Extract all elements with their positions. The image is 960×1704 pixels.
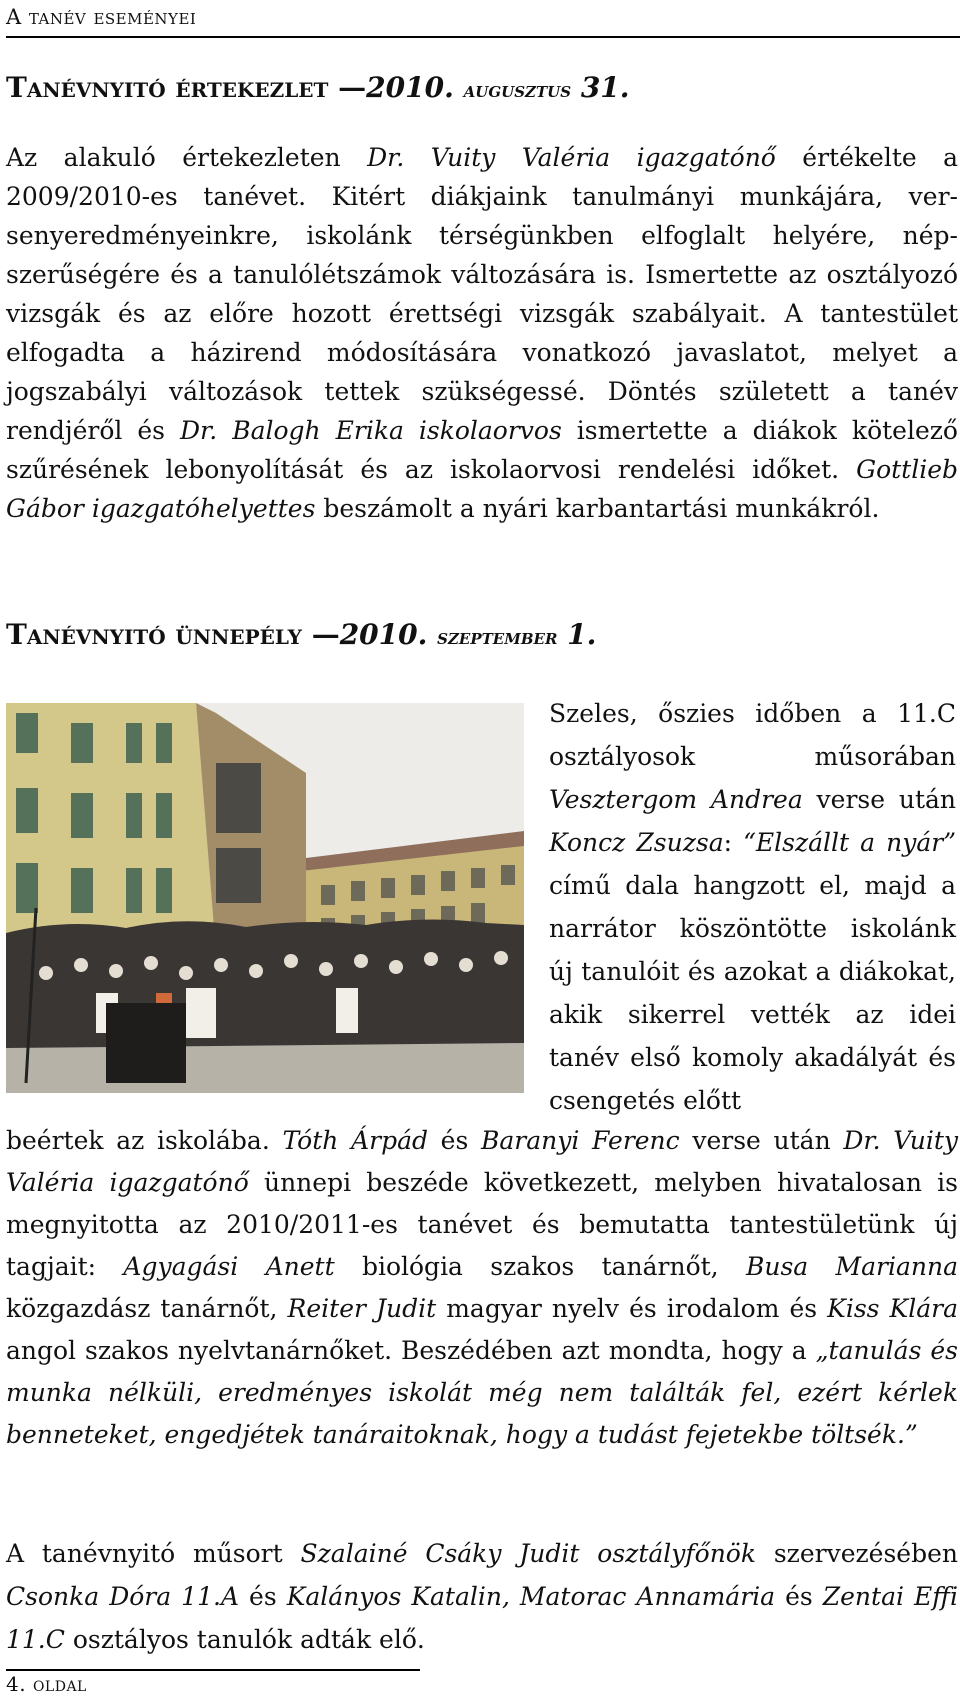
heading-opening-ceremony <box>6 615 596 657</box>
person-name: Csonka Dóra 11.A <box>6 1582 239 1611</box>
heading-date: 2010. szeptember 1. <box>339 618 597 651</box>
person-name: Kalányos Katalin, Matorac Annamária <box>286 1582 776 1611</box>
person-name: Koncz Zsuzsa <box>549 828 724 857</box>
paragraph-ceremony: beértek az iskolába. Tóth Árpád és Baranyi Ferenc verse után Dr. Vuity Valéria igazgatónő ünnepi beszéde következett, melyben hivatalosan is megnyitotta az 2010/2011-es tanévet és bemutatta tantestületünk új tagjait: Agyagási Anett biológia szakos tanárnőt, Busa Marianna közgazdász tanárnőt, Reiter Judit magyar nyelv és irodalom és Kiss Klára angol szakos nyelvtanárnőket. Beszédében azt mondta, hogy a „tanulás és munka nélküli, eredményes iskolát még nem találták fel, ezért kérlek benneteket, engedjétek tanáraitoknak, hogy a tudást fejetekbe töltsék.” <box>6 1126 959 1449</box>
heading-opening-conference <box>6 68 630 110</box>
section-title: A tanév eseményei <box>6 5 197 29</box>
heading-date: 2010. augusztus 31. <box>366 71 630 104</box>
heading-title: Tanévnyitó ünnepély — <box>6 618 340 651</box>
running-header <box>6 2 960 38</box>
page-number: 4. oldal <box>6 1672 87 1696</box>
person-name: Dr. Balogh Erika iskolaorvos <box>180 416 562 445</box>
paragraph-opening-conference: Az alakuló értekezleten Dr. Vuity Valéria igazgatónő értékelte a 2009/2010-es tanévet. Kitért diákjaink tanulmányi munkájára, versenyeredményeinkre, iskolánk térségünkben elfoglalt helyére, népszerűségére és a tanulólétszámok változására is. Ismertette az osztályozó vizsgák és az előre hozott érettségi vizsgák szabályait. A tantestület elfogadta a házirend módosítására vonatkozó javaslatot, melyet a jogszabályi változások tettek szükségessé. Döntés született a tanév rendjéről és Dr. Balogh Erika iskolaorvos ismertette a diákok kötelező szűrésének lebonyolítását és az iskolaorvosi rendelési időket. Gottlieb Gábor igazgatóhelyettes beszámolt a nyári karbantartási munkákról. <box>6 143 959 523</box>
person-name: Dr. Vuity Valéria igazgatónő <box>6 1126 958 1197</box>
person-name: Reiter Judit <box>287 1294 437 1323</box>
speech-quote: „tanulás és munka nélküli, eredményes iskolát még nem találták fel, ezért kérlek benneteket, engedjétek tanáraitoknak, hogy a tudást fejetekbe töltsék.” <box>6 1336 959 1449</box>
ceremony-photo <box>6 703 524 1093</box>
person-name: Zentai Effi 11.C <box>6 1582 958 1654</box>
person-name: Kiss Klára <box>827 1294 958 1323</box>
paragraph-program-credits: A tanévnyitó műsort Szalainé Csáky Judit osztályfőnök szervezésében Csonka Dóra 11.A és Kalányos Katalin, Matorac Annamária és Zentai Effi 11.C osztályos tanulók adták elő. <box>6 1539 958 1654</box>
footer-divider <box>6 1669 420 1671</box>
person-name: Tóth Árpád <box>282 1126 428 1155</box>
heading-title: Tanévnyitó értekezlet — <box>6 71 367 104</box>
person-name: Vesztergom Andrea <box>549 785 803 814</box>
person-name: Busa Marianna <box>745 1252 958 1281</box>
ceremony-text-beside-photo: Szeles, őszies időben a 11.C osztályosok műsorában Vesztergom Andrea verse után Koncz Zsuzsa: “Elszállt a nyár” című dala hangzott el, majd a narrátor köszöntötte iskolánk új tanulóit és azokat a diákokat, akik sikerrel vették az idei tanév első komoly akadályát és csengetés előtt <box>549 699 956 1115</box>
person-name: Szalainé Csáky Judit osztályfőnök <box>300 1539 756 1568</box>
person-name: Gottlieb Gábor igazgatóhelyettes <box>6 455 958 523</box>
person-name: Agyagási Anett <box>123 1252 335 1281</box>
person-name: Baranyi Ferenc <box>481 1126 680 1155</box>
person-name: Dr. Vuity Valéria igazgatónő <box>367 143 776 172</box>
song-title: “Elszállt a nyár” <box>743 828 956 857</box>
